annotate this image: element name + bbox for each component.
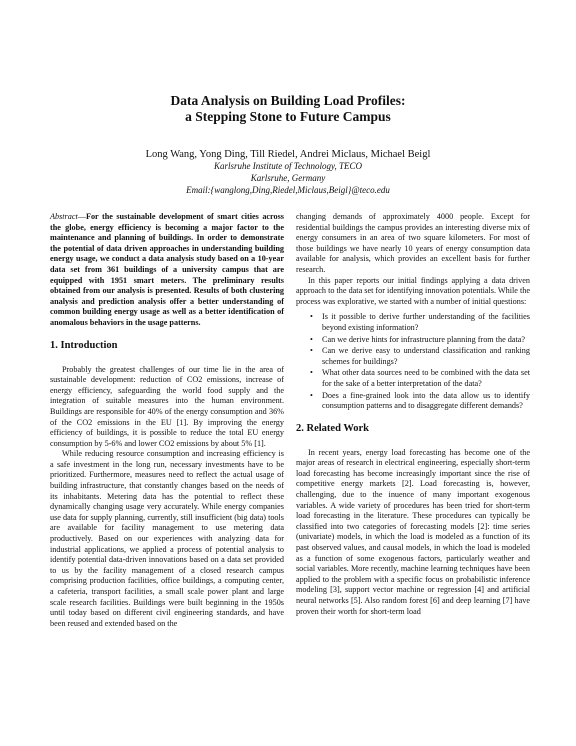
intro-paragraph-2: While reducing resource consumption and increasing efficiency is a safe investment in the long run, necessary investments have to be prioritized. Furthermore, measures need to reflect the actual usage of building infrastructure, that constantly changes based on the needs of its inhabitants. Metering data has the potential to reflect these dynamically changing usage very accurately. While energy companies use data for supply planning, currently, still insufficient (big data) tools are available for facility management to use metering data productively. Based on our experiences with analyzing data for industrial applications, we applied a process of potential analysis to identify potential data-driven innovations based on a data set provided to us by the facility management of a closed research campus comprising production facilities, office buildings, a computing center, a cafeteria, transport facilities, a small scale power plant and large scale research facilities. Buildings were built beginning in the 1950s until today based on different civil engineering standards, and have been reused and extended based on the xyxy=(50,449,284,628)
list-item: • Is it possible to derive further understanding of the facilities beyond existing information? xyxy=(296,312,530,333)
title-line-1: Data Analysis on Building Load Profiles: xyxy=(170,93,406,108)
left-column xyxy=(50,212,284,629)
intro-paragraph-4: In this paper reports our initial findings applying a data driven approach to the data set for identifying innovation potentials. While the process was explorative, we started with a number of initial questions: xyxy=(296,275,530,306)
right-column xyxy=(296,212,530,617)
abstract-text: For the sustainable development of smart cities across the globe, energy efficiency is becoming a major factor to the maintenance and planning of buildings. In order to demonstrate the potential of data driven approaches in understanding building energy usage, we conduct a data analysis study based on a 10-year data set from 361 buildings of a university campus that are equipped with 1951 smart meters. The preliminary results obtained from our analysis is presented. Results of both clustering analysis and prediction analysis offer a better understanding of common building energy usage as well as a better identification of anomalous behaviors in the usage patterns. xyxy=(50,212,284,327)
location: Karlsruhe, Germany xyxy=(250,173,326,183)
abstract xyxy=(50,212,284,329)
related-paragraph-1: In recent years, energy load forecasting has become one of the major areas of research in electrical engineering, especially short-term load forecasting has become increasingly important since the rise of competitive energy markets [2]. Load forecasting is, however, challenging, due to the inuence of many important exogenous variables. A wide variety of procedures has been tried for short-term load forecasting in the literature. These procedures can typically be classified into two categories of forecasting models [2]: time series (univariate) models, in which the load is modeled as a function of its past observed values, and causal models, in which the load is modeled as a function of some exogenous factors, particularly weather and social variables. More recently, machine learning techniques have been applied to the problem with a specific focus on probabilistic inference modeling [3], support vector machine or regression [4] and artificial neural networks [5]. Also random forest [6] and deep learning [7] have proven their worth for short-term load xyxy=(296,447,530,616)
intro-paragraph-1: Probably the greatest challenges of our time lie in the area of sustainable development: reduction of CO2 emissions, increase of energy efficiency, safeguarding the world food supply and the integration of suitable measures into the human environment. Buildings are responsible for 40% of the energy consumption and 36% of the CO2 emissions in the EU [1]. By improving the energy efficiency of buildings, it is possible to reduce the total EU energy consumption by 5-6% and lower CO2 emissions by about 5% [1]. xyxy=(50,364,284,448)
affiliation: Karlsruhe Institute of Technology, TECO xyxy=(214,161,362,171)
list-item: • Can we derive easy to understand classification and ranking schemes for buildings? xyxy=(296,346,530,367)
abstract-dash: — xyxy=(77,212,86,221)
paper-title xyxy=(0,93,576,125)
list-item: • Does a fine-grained look into the data allow us to identify consumption patterns and to disaggregate different demands? xyxy=(296,391,530,412)
section-heading-introduction: 1. Introduction xyxy=(50,339,118,351)
question-list xyxy=(296,312,530,411)
author-list: Long Wang, Yong Ding, Till Riedel, Andrei Miclaus, Michael Beigl xyxy=(145,149,431,160)
section-heading-related-work: 2. Related Work xyxy=(296,422,370,434)
list-item: • What other data sources need to be combined with the data set for the sake of a better interpretation of the data? xyxy=(296,368,530,389)
list-item: • Can we derive hints for infrastructure planning from the data? xyxy=(296,335,530,346)
abstract-label: Abstract xyxy=(50,212,78,221)
email-address: Email:{wanglong,Ding,Riedel,Miclaus,Beigl}@teco.edu xyxy=(186,185,390,195)
title-line-2: a Stepping Stone to Future Campus xyxy=(185,109,391,124)
intro-paragraph-3: changing demands of approximately 4000 people. Except for residential buildings the campus provides an interesting diverse mix of energy consumers in an area of two square kilometers. For most of those buildings we have nearly 10 years of energy consumption data available for analysis, which provides an excellent basis for further research. xyxy=(296,212,530,274)
